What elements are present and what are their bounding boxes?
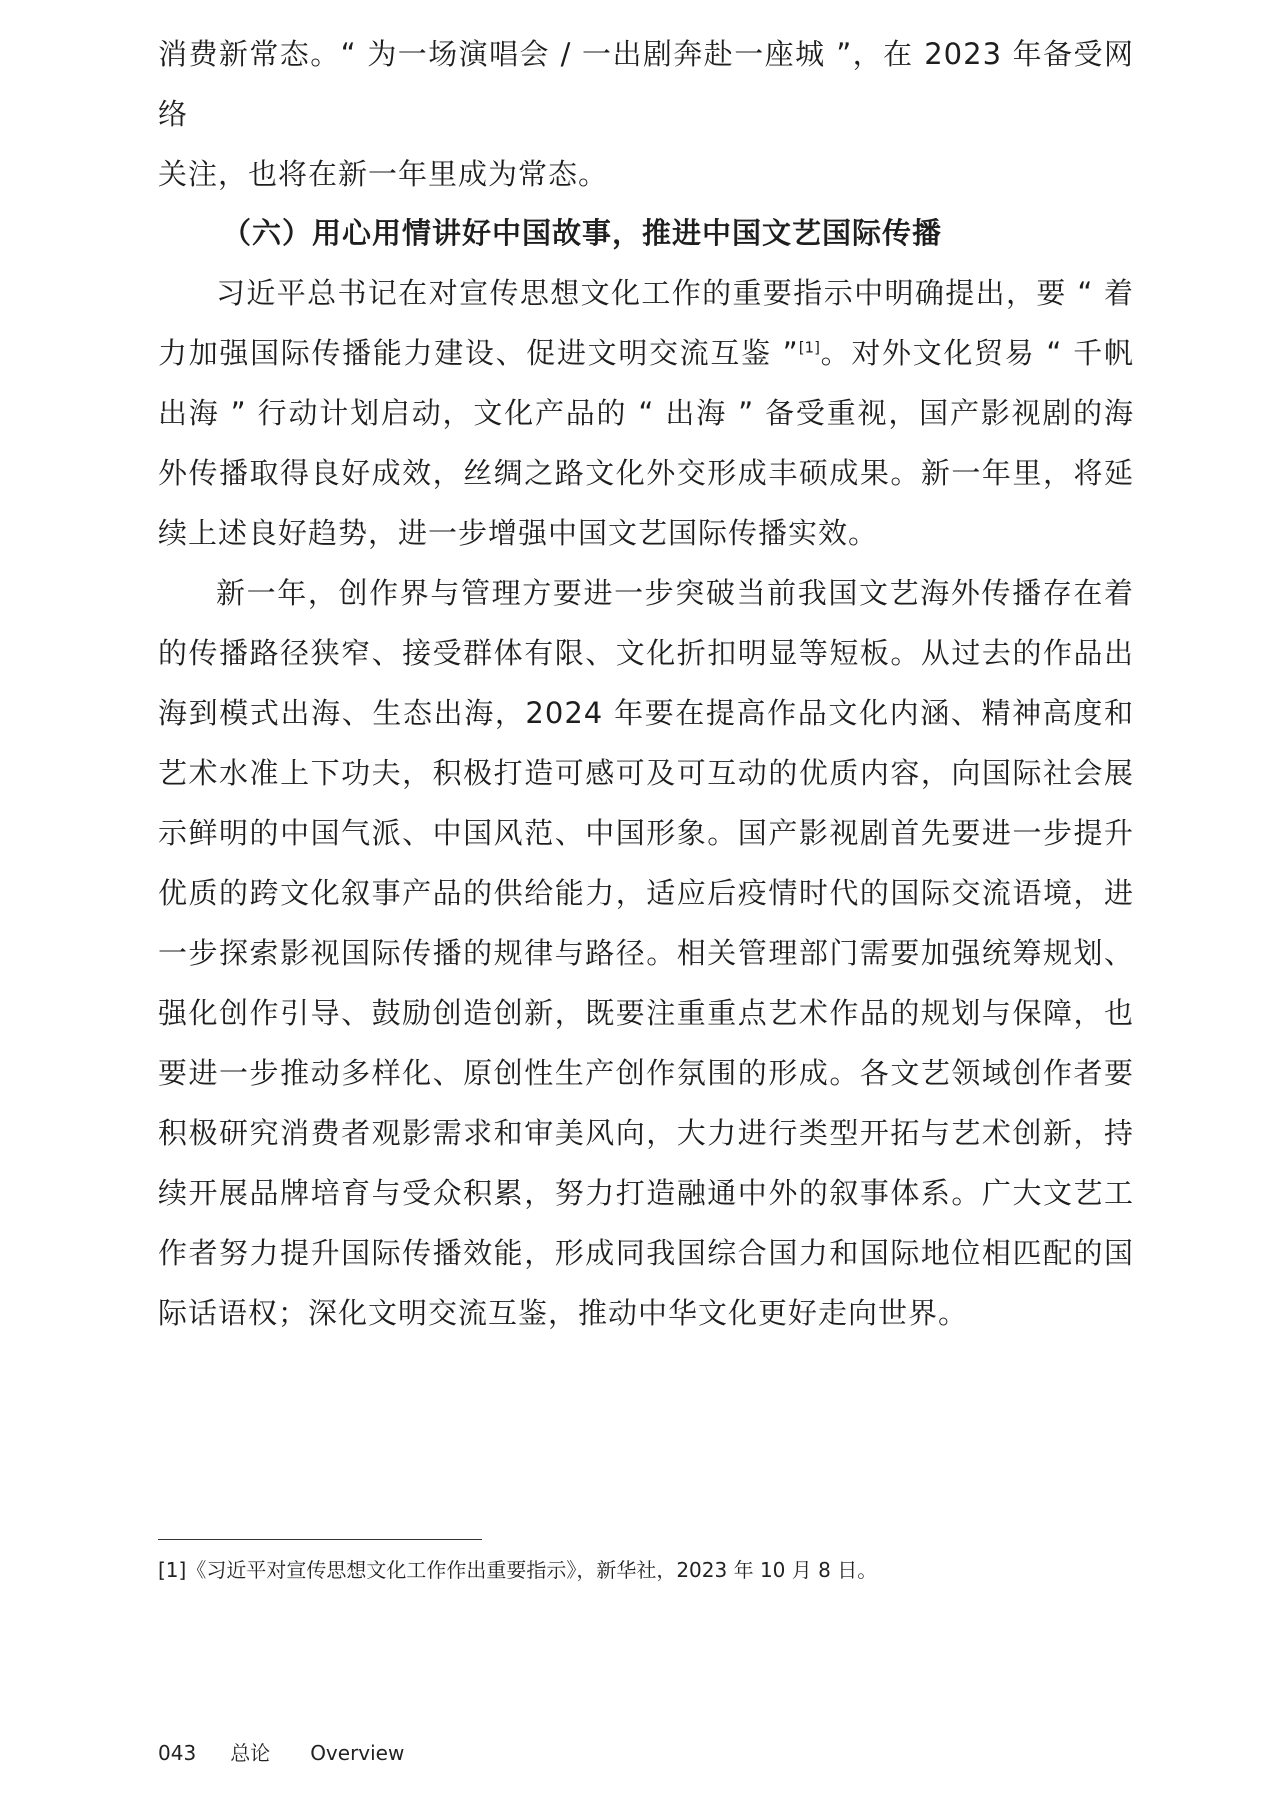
footnote-reference[interactable]: [1] xyxy=(798,338,820,357)
body-paragraph-2 xyxy=(158,563,1134,1343)
page-footer xyxy=(158,1738,404,1768)
footnote-divider xyxy=(158,1539,482,1540)
section-heading: （六）用心用情讲好中国故事，推进中国文艺国际传播 xyxy=(222,216,943,250)
continued-paragraph xyxy=(158,24,1134,204)
paragraph-1-text-start: 习近平总书记在对宣传思想文化工作的重要指示中明确提出，要 “ 着力加强国际传播能力建设、促进文明交流互鉴 ” xyxy=(158,276,1134,370)
running-section-english: Overview xyxy=(310,1741,405,1765)
continued-paragraph-line-2: 关注，也将在新一年里成为常态。 xyxy=(158,157,609,191)
footnote-text: [1]《习近平对宣传思想文化工作作出重要指示》，新华社，2023 年 10 月 8 日。 xyxy=(158,1558,878,1582)
continued-paragraph-line-1: 消费新常态。“ 为一场演唱会 / 一出剧奔赴一座城 ”，在 2023 年备受网络 xyxy=(158,37,1134,131)
body-paragraph-1 xyxy=(158,263,1134,563)
running-section-chinese: 总论 xyxy=(230,1741,271,1765)
page-number: 043 xyxy=(158,1741,197,1765)
paragraph-2-text: 新一年，创作界与管理方要进一步突破当前我国文艺海外传播存在着的传播路径狭窄、接受群体有限、文化折扣明显等短板。从过去的作品出海到模式出海、生态出海，2024 年要在提高作品文化内涵、精神高度和艺术水准上下功夫，积极打造可感可及可互动的优质内容，向国际社会展示鲜明的中国气派、中国风范、中国形象。国产影视剧首先要进一步提升优质的跨文化叙事产品的供给能力，适应后疫情时代的国际交流语境，进一步探索影视国际传播的规律与路径。相关管理部门需要加强统筹规划、强化创作引导、鼓励创造创新，既要注重重点艺术作品的规划与保障，也要进一步推动多样化、原创性生产创作氛围的形成。各文艺领域创作者要积极研究消费者观影需求和审美风向，大力进行类型开拓与艺术创新，持续开展品牌培育与受众积累，努力打造融通中外的叙事体系。广大文艺工作者努力提升国际传播效能，形成同我国综合国力和国际地位相匹配的国际话语权；深化文明交流互鉴，推动中华文化更好走向世界。 xyxy=(158,576,1134,1330)
paragraph-1-text-end: 。对外文化贸易 “ 千帆出海 ” 行动计划启动，文化产品的 “ 出海 ” 备受重视，国产影视剧的海外传播取得良好成效，丝绸之路文化外交形成丰硕成果。新一年里，将延续上述良好趋势，进一步增强中国文艺国际传播实效。 xyxy=(158,336,1134,550)
